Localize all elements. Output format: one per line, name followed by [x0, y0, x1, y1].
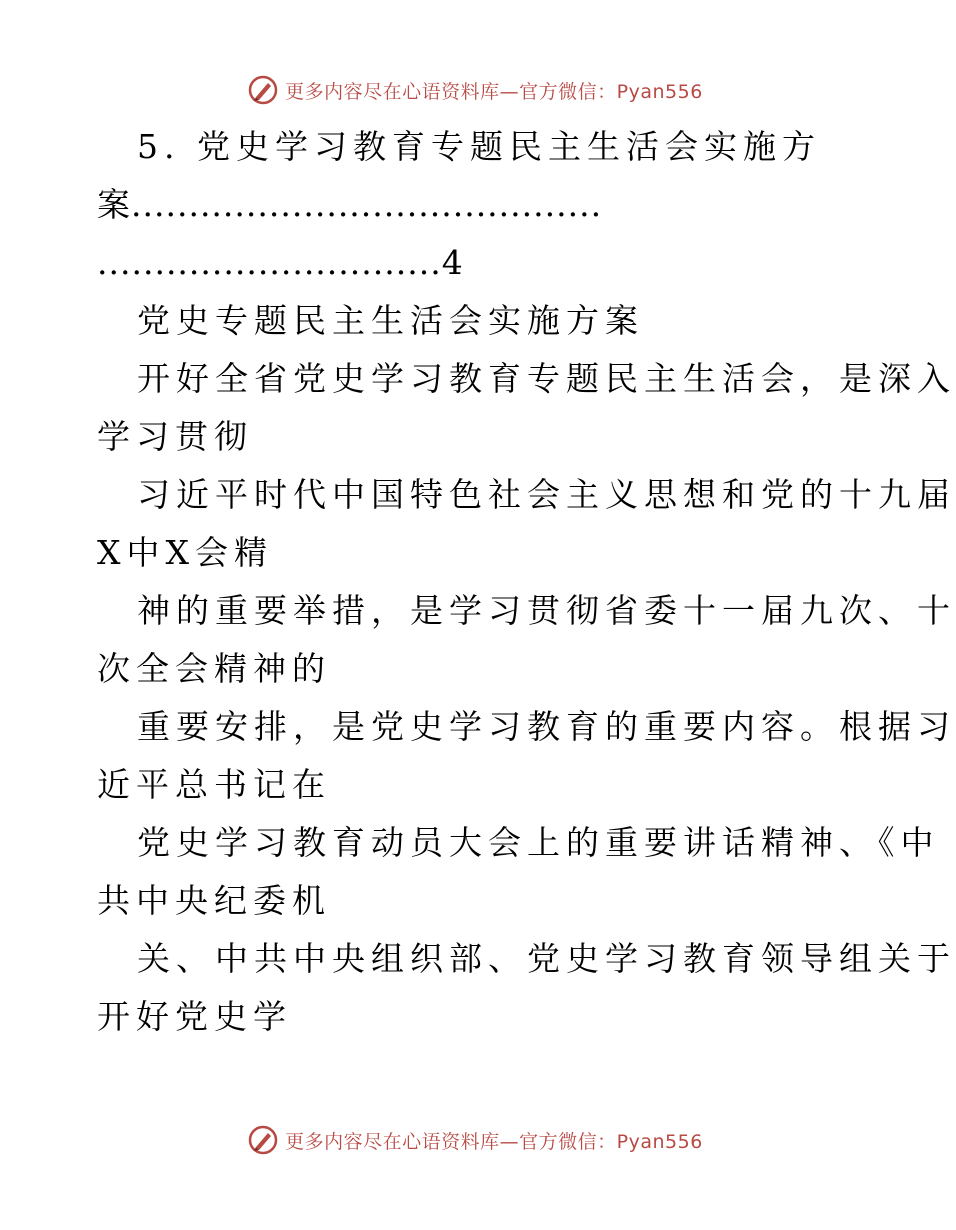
document-heading: 党史专题民主生活会实施方案 [137, 301, 644, 340]
watermark-text: 更多内容尽在心语资料库—官方微信：Pyan556 [285, 1130, 703, 1153]
paragraph-line: 共中央纪委机 [97, 881, 331, 920]
paragraph-line: 次全会精神的 [97, 649, 331, 688]
toc-page-number-line: ..............................4 [97, 243, 464, 282]
paragraph-line: 开好全省党史学习教育专题民主生活会，是深入 [137, 359, 956, 398]
header-watermark-group [247, 74, 703, 106]
paragraph-line: 重要安排，是党史学习教育的重要内容。根据习 [137, 707, 956, 746]
header-watermark-banner [0, 70, 950, 110]
toc-entry-line: 5. 党史学习教育专题民主生活会实施方 [137, 127, 821, 166]
paragraph-line: 党史学习教育动员大会上的重要讲话精神、《中 [137, 823, 940, 862]
paragraph-line: 学习贯彻 [97, 417, 253, 456]
paragraph-line: 关、中共中央组织部、党史学习教育领导组关于 [137, 939, 956, 978]
footer-watermark-group [247, 1124, 703, 1156]
toc-leader-line: 案......................................... [97, 185, 603, 224]
paragraph-line: 习近平时代中国特色社会主义思想和党的十九届 [137, 475, 956, 514]
pen-logo-icon [247, 1124, 279, 1156]
paragraph-line: 开好党史学 [97, 997, 292, 1036]
footer-watermark-banner [0, 1120, 950, 1160]
pen-logo-icon [247, 74, 279, 106]
paragraph-line: 近平总书记在 [97, 765, 331, 804]
paragraph-line: 神的重要举措，是学习贯彻省委十一届九次、十 [137, 591, 956, 630]
paragraph-line: X中X会精 [97, 533, 273, 572]
document-body [97, 118, 956, 1046]
watermark-text: 更多内容尽在心语资料库—官方微信：Pyan556 [285, 80, 703, 103]
